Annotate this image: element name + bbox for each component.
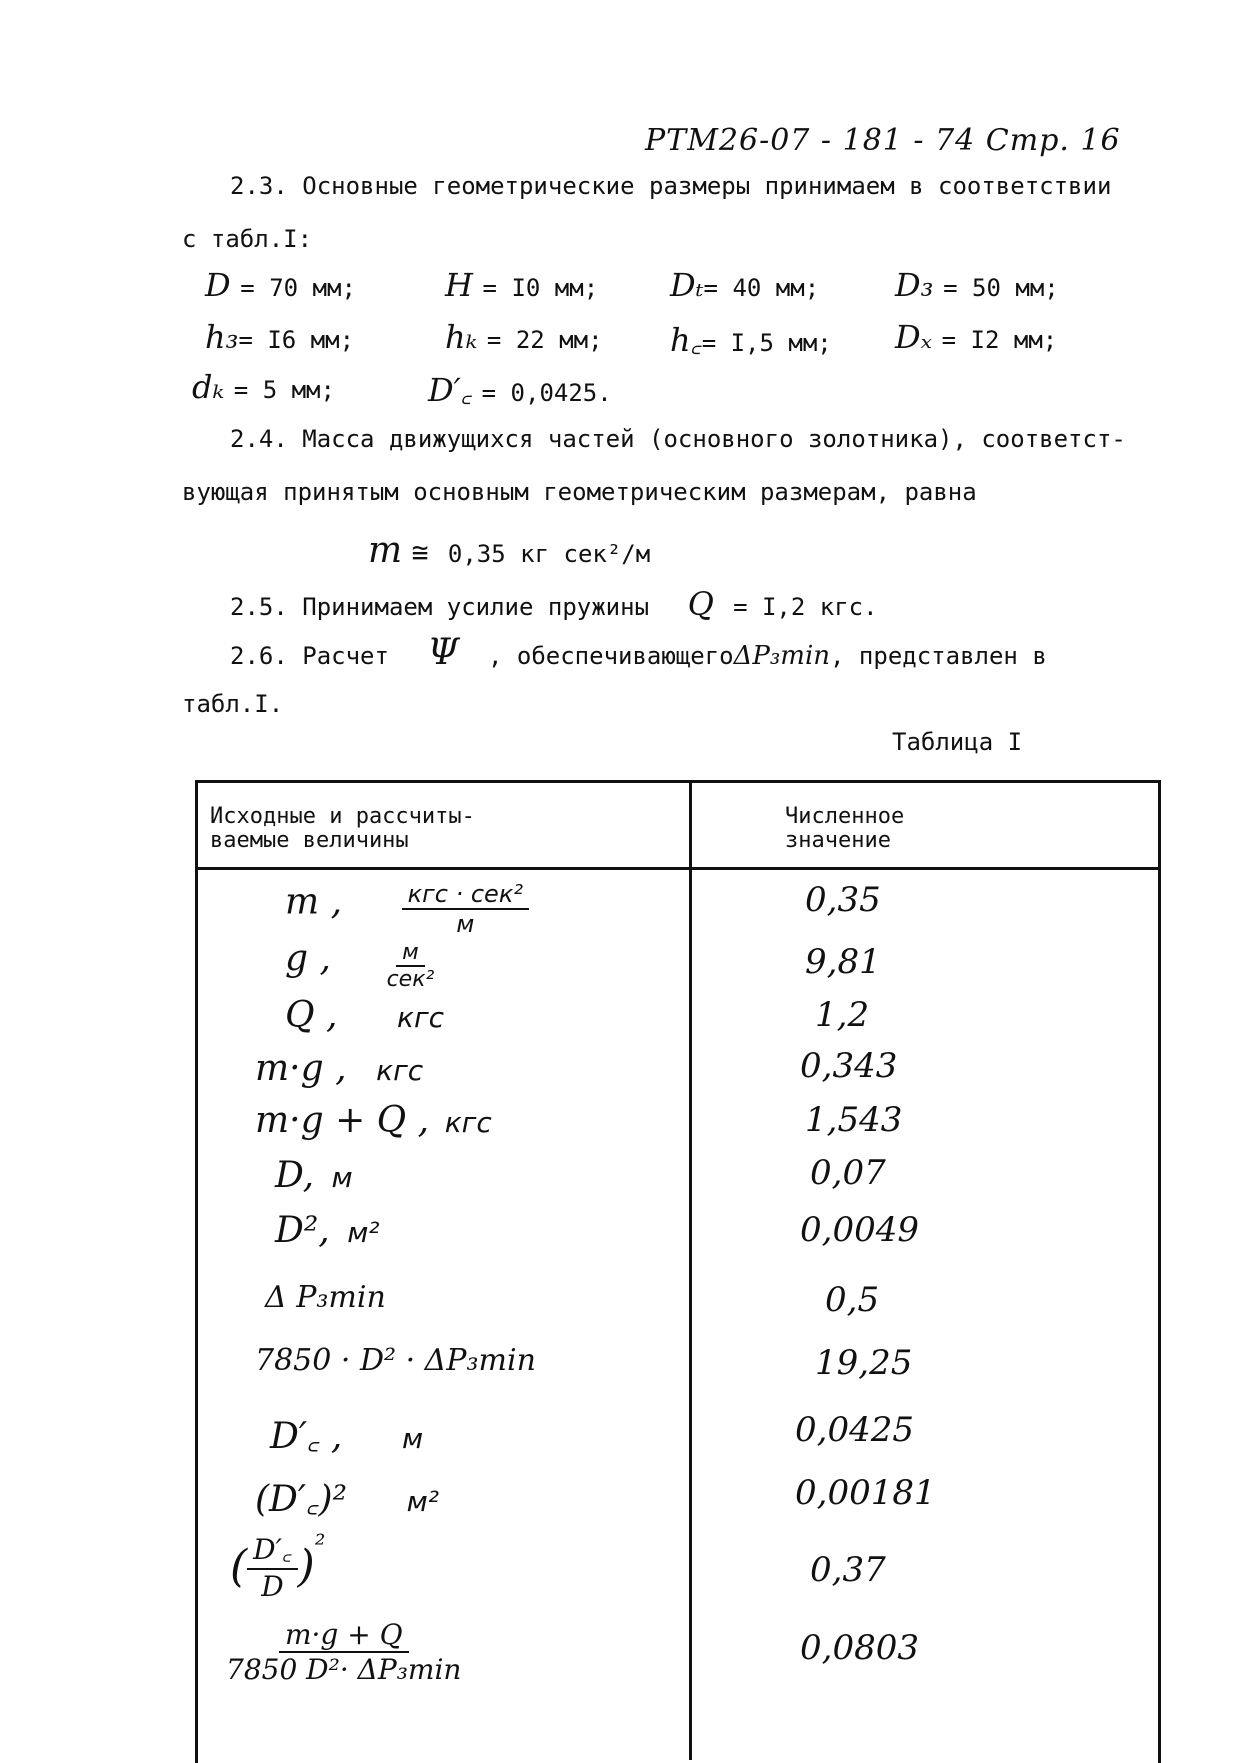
- table-row-D-value: 0,07: [810, 1153, 886, 1193]
- paragraph-2-3-line-2: с табл.I:: [182, 225, 313, 253]
- table-row-Dc-quantity: D′꜀ , м: [270, 1416, 424, 1457]
- table-row-Q-value: 1,2: [815, 995, 870, 1035]
- paragraph-2-3-line-1: 2.3. Основные геометрические размеры принимаем в соответствии: [230, 172, 1112, 200]
- table-row-m-value: 0,35: [805, 880, 881, 920]
- table-row-D-quantity: D, м: [275, 1155, 353, 1196]
- table-caption: Таблица I: [892, 728, 1023, 756]
- table-row-7850-value: 19,25: [815, 1343, 913, 1383]
- var-hk: hₖ = 22 мм;: [445, 318, 603, 356]
- table-row-dP-value: 0,5: [825, 1280, 880, 1320]
- paragraph-2-4-line-1: 2.4. Масса движущихся частей (основного золотника), соответст-: [230, 425, 1126, 453]
- table-row-m-quantity: m , $\frac{\text{кгс · сек²}}{м}$: [285, 880, 529, 938]
- table-header-value: Численное значение: [785, 804, 905, 853]
- mass-formula: m ≅ 0,35 кг сек²/м: [368, 530, 651, 571]
- table-row-mgQ-value: 1,543: [805, 1100, 903, 1140]
- table-row-7850-quantity: 7850 · D² · ΔP₃min: [255, 1343, 536, 1378]
- table-row-dP-quantity: Δ P₃min: [265, 1280, 386, 1315]
- var-Dt: Dₜ= 40 мм;: [670, 266, 820, 304]
- paragraph-2-6: 2.6. Расчет Ψ , обеспечивающегоΔP₃min, представлен в: [230, 632, 1047, 673]
- var-H: H = I0 мм;: [445, 266, 599, 304]
- var-Dc-prime: D′꜀ = 0,0425.: [428, 371, 612, 409]
- table-row-Dc-value: 0,0425: [795, 1410, 914, 1450]
- table-row-g-value: 9,81: [805, 942, 881, 982]
- table-header-divider: [195, 867, 1158, 870]
- paragraph-2-5: 2.5. Принимаем усилие пружины Q = I,2 кгс.: [230, 585, 878, 623]
- paragraph-2-4-line-2: вующая принятым основным геометрическим размерам, равна: [182, 478, 977, 506]
- table-row-g-quantity: g , $\frac{м}{\text{сек²}}$: [285, 938, 435, 992]
- document-header: РТМ26-07 - 181 - 74 Стр. 16: [645, 123, 1121, 158]
- table-row-final-value: 0,0803: [800, 1628, 919, 1668]
- var-dk: dₖ = 5 мм;: [192, 368, 335, 406]
- var-hc: h꜀= I,5 мм;: [670, 321, 832, 359]
- table-row-final-quantity: $\frac{m\cdot g + Q}{\text{7850 D²· ΔP₃min}}$: [226, 1618, 462, 1686]
- table-row-ratio-quantity: ( $\frac{D'꜀}{D}$ )²: [230, 1530, 326, 1603]
- table-row-Dc2-quantity: (D′꜀)² м²: [255, 1479, 440, 1520]
- table-row-mgQ-quantity: m·g + Q , кгс: [255, 1100, 492, 1141]
- table-row-D2-value: 0,0049: [800, 1210, 919, 1250]
- table-row-Dc2-value: 0,00181: [795, 1473, 936, 1513]
- table-row-ratio-value: 0,37: [810, 1550, 886, 1590]
- table-row-D2-quantity: D², м²: [275, 1210, 380, 1251]
- table-row-mg-quantity: m·g , кгс: [255, 1048, 424, 1089]
- var-D3: D₃ = 50 мм;: [895, 266, 1059, 304]
- table-row-Q-quantity: Q , кгс: [285, 995, 445, 1036]
- var-Dx: Dₓ = I2 мм;: [895, 318, 1058, 356]
- var-D: D = 70 мм;: [205, 266, 356, 304]
- paragraph-2-6-line-2: табл.I.: [182, 690, 284, 718]
- table-column-divider: [689, 780, 692, 1760]
- var-h3: h₃= I6 мм;: [205, 318, 355, 356]
- table-header-quantities: Исходные и рассчиты- ваемые величины: [210, 804, 475, 853]
- table-row-mg-value: 0,343: [800, 1046, 898, 1086]
